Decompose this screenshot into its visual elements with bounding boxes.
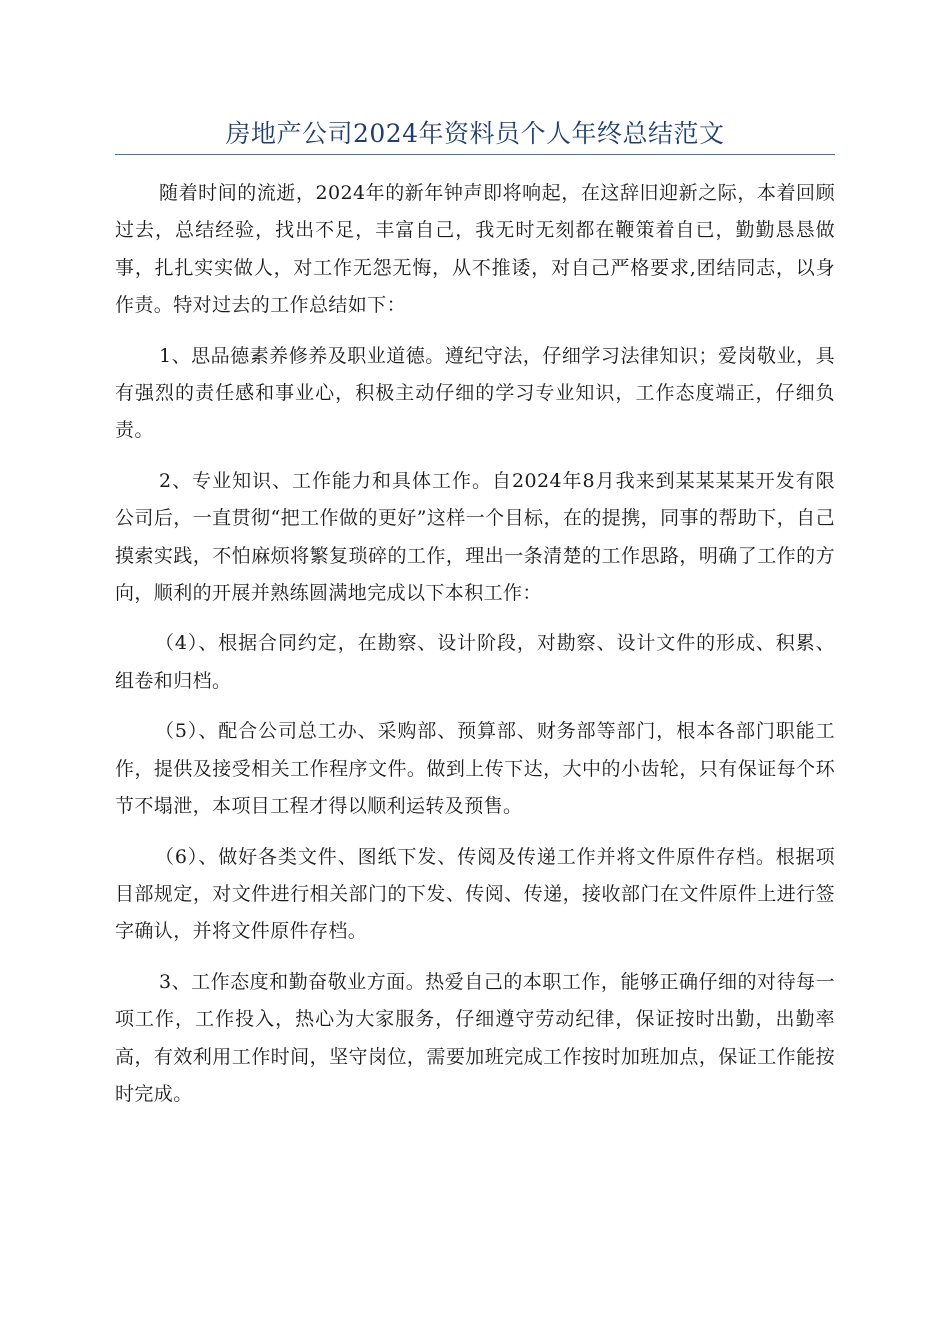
paragraph-intro: 随着时间的流逝，2024年的新年钟声即将响起，在这辞旧迎新之际，本着回顾过去，总结经验，找出不足，丰富自己，我无时无刻都在鞭策着自已，勤勤恳恳做事，扎扎实实做人，对工作无怨无悔，从不推诿，对自己严格要求,团结同志，以身作责。特对过去的工作总结如下： xyxy=(115,182,835,317)
paragraph-section-2: 2、专业知识、工作能力和具体工作。自2024年8月我来到某某某某开发有限公司后，一直贯彻“把工作做的更好”这样一个目标，在的提携，同事的帮助下，自己摸索实践，不怕麻烦将繁复琐碎的工作，理出一条清楚的工作思路，明确了工作的方向，顺利的开展并熟练圆满地完成以下本积工作： xyxy=(115,469,835,605)
paragraph-item-4: （4）、根据合同约定，在勘察、设计阶段，对勘察、设计文件的形成、积累、组卷和归档。 xyxy=(115,632,835,692)
paragraph-section-1: 1、思品德素养修养及职业道德。遵纪守法，仔细学习法律知识；爱岗敬业，具有强烈的责任感和事业心，积极主动仔细的学习专业知识，工作态度端正，仔细负责。 xyxy=(115,344,835,442)
document-body xyxy=(115,175,835,1126)
paragraph-item-6: （6）、做好各类文件、图纸下发、传阅及传递工作并将文件原件存档。根据项目部规定，对文件进行相关部门的下发、传阅、传递，接收部门在文件原件上进行签字确认，并将文件原件存档。 xyxy=(115,845,835,943)
paragraph-item-5: （5）、配合公司总工办、采购部、预算部、财务部等部门，根本各部门职能工作，提供及接受相关工作程序文件。做到上传下达，大中的小齿轮，只有保证每个环节不塌泄，本项目工程才得以顺利运转及预售。 xyxy=(115,720,835,818)
paragraph-section-3: 3、工作态度和勤奋敬业方面。热爱自己的本职工作，能够正确仔细的对待每一项工作，工作投入，热心为大家服务，仔细遵守劳动纪律，保证按时出勤，出勤率高，有效利用工作时间，坚守岗位，需要加班完成工作按时加班加点，保证工作能按时完成。 xyxy=(115,970,835,1105)
title-underline xyxy=(115,154,835,155)
document-title: 房地产公司2024年资料员个人年终总结范文 xyxy=(225,119,725,148)
